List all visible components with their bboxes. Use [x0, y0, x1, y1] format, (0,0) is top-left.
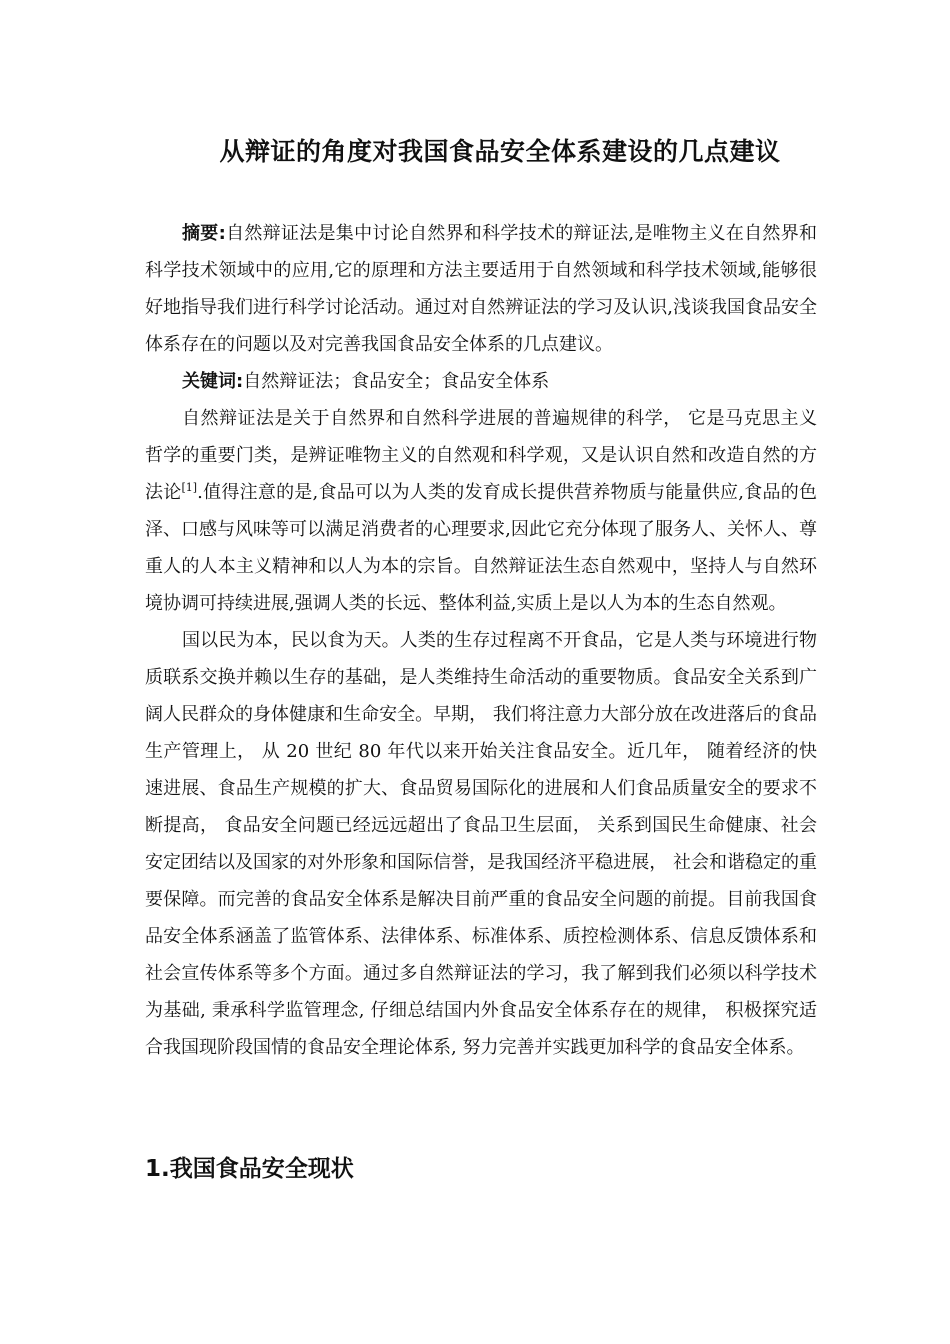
abstract-text: 自然辩证法是集中讨论自然界和科学技术的辩证法,是唯物主义在自然界和科学技术领域中的应用,它的原理和方法主要适用于自然领域和科学技术领域,能够很好地指导我们进行科学讨论活动。通过对自然辨证法的学习及认识,浅谈我国食品安全体系存在的问题以及对完善我国食品安全体系的几点建议。 — [145, 223, 818, 355]
paragraph-1-text-b: .值得注意的是,食品可以为人类的发育成长提供营养物质与能量供应,食品的色泽、口感与风味等可以满足消费者的心理要求,因此它充分体现了服务人、关怀人、尊重人的人本主义精神和以人为本的宗旨。自然辩证法生态自然观中，坚持人与自然环境协调可持续进展,强调人类的长远、整体利益,实质上是以人为本的生态自然观。 — [145, 482, 817, 614]
abstract-paragraph — [145, 215, 817, 363]
document-title: 从辩证的角度对我国食品安全体系建设的几点建议 — [219, 137, 781, 166]
keywords-paragraph — [145, 363, 817, 400]
citation-marker: [1] — [181, 481, 198, 494]
abstract-label: 摘要: — [182, 223, 226, 244]
document-body — [145, 215, 817, 1066]
body-paragraph-2: 国以民为本，民以食为天。人类的生存过程离不开食品，它是人类与环境进行物质联系交换并赖以生存的基础，是人类维持生命活动的重要物质。食品安全关系到广阔人民群众的身体健康和生命安全。早期， 我们将注意力大部分放在改进落后的食品生产管理上， 从 20 世纪 80 年代以来开始关注食品安全。近几年， 随着经济的快速进展、食品生产规模的扩大、食品贸易国际化的进展和人们食品质量安全的要求不断提高， 食品安全问题已经远远超出了食品卫生层面， 关系到国民生命健康、社会安定团结以及国家的对外形象和国际信誉，是我国经济平稳进展， 社会和谐稳定的重要保障。而完善的食品安全体系是解决目前严重的食品安全问题的前提。目前我国食品安全体系涵盖了监管体系、法律体系、标准体系、质控检测体系、信息反馈体系和社会宣传体系等多个方面。通过多自然辩证法的学习，我了解到我们必须以科学技术为基础, 秉承科学监管理念, 仔细总结国内外食品安全体系存在的规律， 积极探究适合我国现阶段国情的食品安全理论体系, 努力完善并实践更加科学的食品安全体系。 — [145, 630, 817, 1058]
keywords-label: 关键词: — [182, 371, 244, 392]
keywords-text: 自然辩证法；食品安全；食品安全体系 — [243, 371, 550, 392]
paragraph-1-text-a: 自然辩证法是关于自然界和自然科学进展的普遍规律的科学， 它是马克思主义哲学的重要门类，是辨证唯物主义的自然观和科学观，又是认识自然和改造自然的方法论 — [145, 408, 817, 503]
body-paragraph-1 — [145, 400, 817, 622]
section-heading-1: 1.我国食品安全现状 — [145, 1156, 354, 1182]
